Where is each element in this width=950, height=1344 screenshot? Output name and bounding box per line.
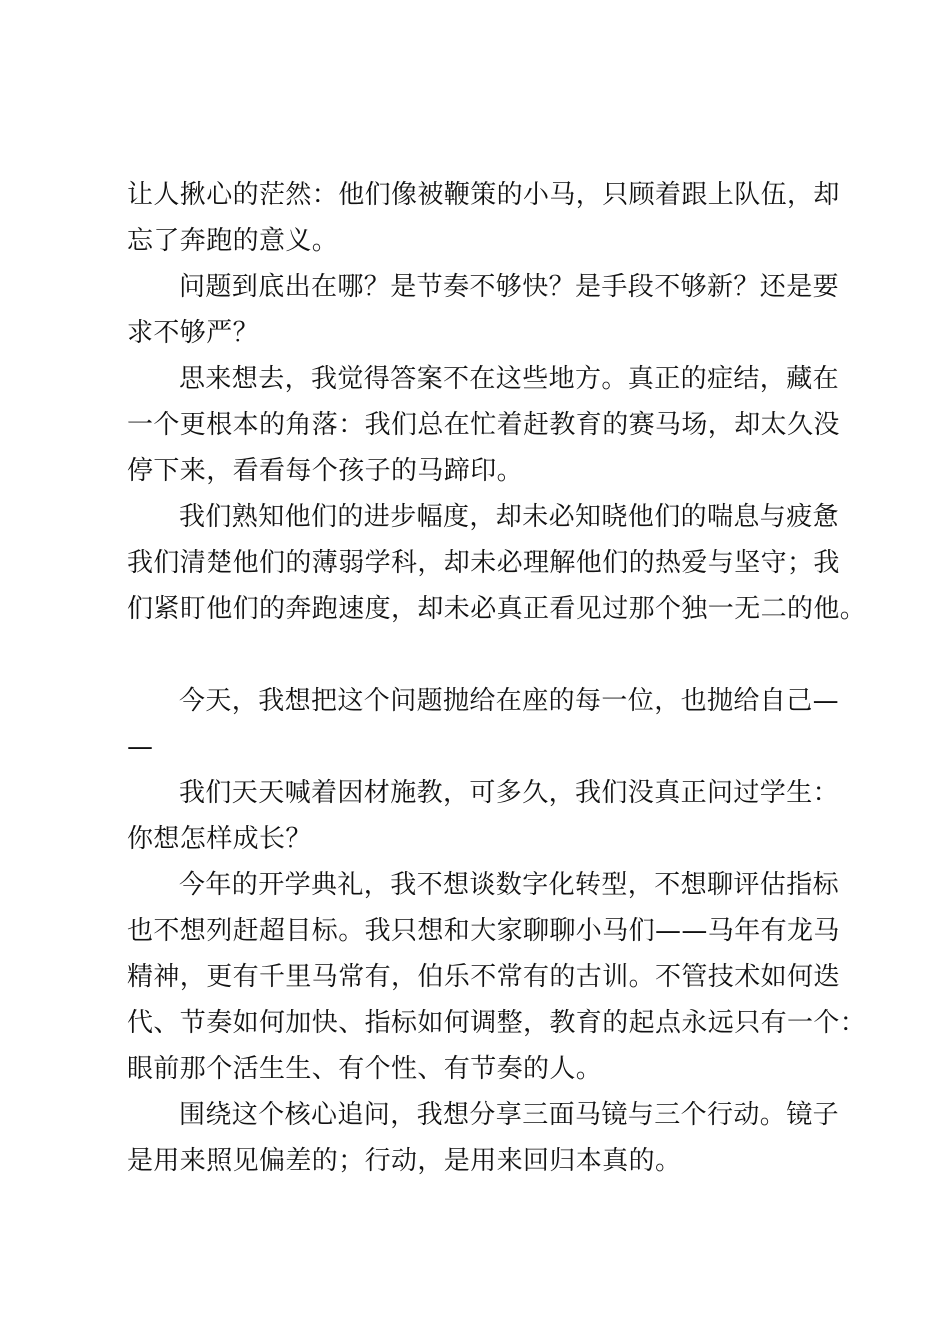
text-line: 一个更根本的角落：我们总在忙着赶教育的赛马场，却太久没 <box>127 410 840 440</box>
text-line: 停下来，看看每个孩子的马蹄印。 <box>127 456 524 486</box>
text-line: 眼前那个活生生、有个性、有节奏的人。 <box>127 1054 603 1084</box>
text-line: 代、节奏如何加快、指标如何调整，教育的起点永远只有一个： <box>127 1008 867 1038</box>
text-line: 我们清楚他们的薄弱学科，却未必理解他们的热爱与坚守；我 <box>127 548 840 578</box>
text-line: 我们天天喊着因材施教，可多久，我们没真正问过学生： <box>179 778 840 808</box>
text-line: 问题到底出在哪？是节奏不够快？是手段不够新？还是要 <box>179 272 840 302</box>
text-line: 让人揪心的茫然：他们像被鞭策的小马，只顾着跟上队伍，却 <box>127 180 840 210</box>
text-line: 思来想去，我觉得答案不在这些地方。真正的症结，藏在 <box>179 364 840 394</box>
text-line: 今年的开学典礼，我不想谈数字化转型，不想聊评估指标 <box>179 870 840 900</box>
text-line: 也不想列赶超目标。我只想和大家聊聊小马们——马年有龙马 <box>127 916 840 946</box>
text-line: 是用来照见偏差的；行动，是用来回归本真的。 <box>127 1146 682 1176</box>
text-line: — <box>127 732 154 762</box>
text-line: 我们熟知他们的进步幅度，却未必知晓他们的喘息与疲惫 <box>179 502 840 532</box>
text-line: 忘了奔跑的意义。 <box>127 226 339 256</box>
blank-line <box>127 632 867 678</box>
text-line: 今天，我想把这个问题抛给在座的每一位，也抛给自己— <box>179 686 840 716</box>
text-line: 围绕这个核心追问，我想分享三面马镜与三个行动。镜子 <box>179 1100 840 1130</box>
text-line: 求不够严？ <box>127 318 260 348</box>
text-line: 你想怎样成长？ <box>127 824 312 854</box>
text-line: 精神，更有千里马常有，伯乐不常有的古训。不管技术如何迭 <box>127 962 840 992</box>
body-text <box>127 172 867 1184</box>
text-line: 们紧盯他们的奔跑速度，却未必真正看见过那个独一无二的他。 <box>127 594 867 624</box>
